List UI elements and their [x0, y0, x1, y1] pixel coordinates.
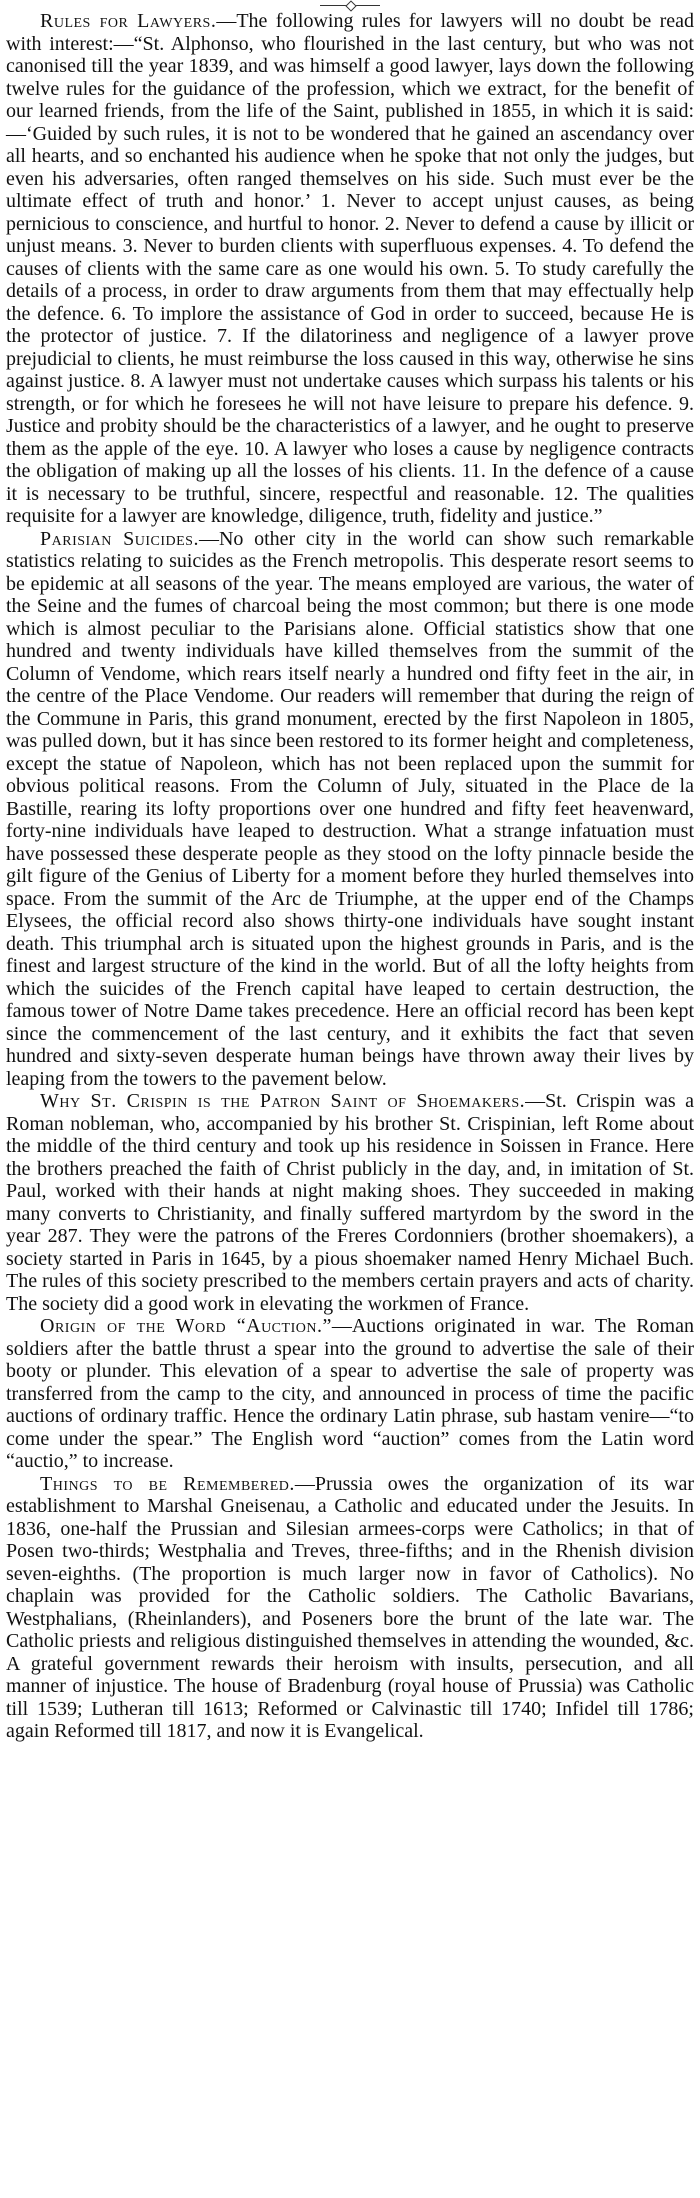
article-heading: Parisian Suicides. — [40, 527, 199, 550]
article-st-crispin — [6, 1090, 694, 1315]
article-things-to-be-remembered — [6, 1473, 694, 1743]
newspaper-column — [6, 0, 694, 2198]
article-body: —No other city in the world can show such remarkable statistics relating to suicides as the French metropolis. This desperate resort seems to be epidemic at all seasons of the year. The means employed are various, the water of the Seine and the fumes of charcoal being the most common; but there is one mode which is almost peculiar to the Parisians alone. Official statistics show that one hundred and twenty individuals have killed themselves from the summit of the Column of Vendome, which rears itself nearly a hundred ond fifty feet in the air, in the centre of the Place Vendome. Our readers will remember that during the reign of the Commune in Paris, this grand monument, erected by the first Napoleon in 1805, was pulled down, but it has since been restored to its former height and completeness, except the statue of Napoleon, which has not been replaced upon the summit for obvious political reasons. From the Column of July, situated in the Place de la Bastille, rearing its lofty proportions over one hundred and fifty feet heavenward, forty-nine individuals have leaped to destruction. What a strange infatuation must have possessed these desperate people as they stood on the lofty pinnacle beside the gilt figure of the Genius of Liberty for a moment before they hurled themselves into space. From the summit of the Arc de Triumphe, at the upper end of the Champs Elysees, the official record also shows thirty-one individuals have sought instant death. This triumphal arch is situated upon the highest grounds in Paris, and is the finest and largest structure of the kind in the world. But of all the lofty heights from which the suicides of the French capital have leaped to certain destruction, the famous tower of Notre Dame takes precedence. Here an official record has been kept since the commencement of the last century, and it exhibits the fact that seven hundred and sixty-seven desperate human beings have thrown away their lives by leaping from the towers to the pavement below. — [6, 527, 694, 1090]
article-parisian-suicides — [6, 528, 694, 1091]
article-body: —The following rules for lawyers will no doubt be read with interest:—“St. Alphonso, who flourished in the last century, but who was not canonised till the year 1839, and was himself a good lawyer, lays down the following twelve rules for the guidance of the profession, which we extract, for the benefit of our learned friends, from the life of the Saint, published in 1855, in which it is said:—‘Guided by such rules, it is not to be wondered that he gained an ascendancy over all hearts, and so enchanted his audience when he spoke that not only the judges, but even his adversaries, often ranged themselves on his side. Such must ever be the ultimate effect of truth and honor.’ 1. Never to accept unjust causes, as being pernicious to conscience, and hurtful to honor. 2. Never to defend a cause by illicit or unjust means. 3. Never to burden clients with superfluous expenses. 4. To defend the causes of clients with the same care as one would his own. 5. To study carefully the details of a process, in order to draw arguments from them that may effectually help the defence. 6. To implore the assistance of God in order to succeed, because He is the protector of justice. 7. If the dilatoriness and negligence of a lawyer prove prejudicial to clients, he must reimburse the loss caused in this way, otherwise he sins against justice. 8. A lawyer must not undertake causes which surpass his talents or his strength, or for which he foresees he will not have leisure to prepare his defence. 9. Justice and probity should be the characteristics of a lawyer, and he ought to preserve them as the apple of the eye. 10. A lawyer who loses a cause by negligence contracts the obligation of making up all the losses of his clients. 11. In the defence of a cause it is necessary to be truthful, sincere, respectful and reasonable. 12. The qualities requisite for a lawyer are knowledge, diligence, truth, fidelity and justice.” — [6, 10, 694, 527]
article-heading: Rules for Lawyers. — [40, 10, 217, 32]
article-heading: Origin of the Word “Auction.” — [40, 1315, 332, 1337]
article-rules-for-lawyers — [6, 10, 694, 528]
article-body: —St. Crispin was a Roman nobleman, who, accompanied by his brother St. Crispinian, left Rome about the middle of the third century and took up his residence in Soissen in France. Here the brothers preached the faith of Christ publicly in the day, and, in imitation of St. Paul, worked with their hands at night making shoes. They succeeded in making many converts to Christianity, and finally suffered martyrdom by the sword in the year 287. They were the patrons of the Freres Cordonniers (brother shoemakers), a society started in Paris in 1645, by a pious shoemaker named Henry Michael Buch. The rules of this society prescribed to the members certain prayers and acts of charity. The society did a good work in elevating the workmen of France. — [6, 1090, 694, 1315]
article-heading: Things to be Remembered. — [40, 1472, 295, 1495]
article-body: —Prussia owes the organization of its war establishment to Marshal Gneisenau, a Catholic and educated under the Jesuits. In 1836, one-half the Prussian and Silesian armees-corps were Catholics; in that of Posen two-thirds; Westphalia and Treves, three-fifths; and in the Rhenish division seven-eighths. (The proportion is much larger now in favor of Catholics). No chaplain was provided for the Catholic soldiers. The Catholic Bavarians, Westphalians, (Rheinlanders), and Poseners bore the brunt of the late war. The Catholic priests and religious distinguished themselves in attending the wounded, &c. A grateful government rewards their heroism with insults, persecution, and all manner of injustice. The house of Bradenburg (royal house of Prussia) was Catholic till 1539; Lutheran till 1613; Reformed or Calvinastic till 1740; Infidel till 1786; again Reformed till 1817, and now it is Evangelical. — [6, 1472, 694, 1742]
article-heading: Why St. Crispin is the Patron Saint of Shoemakers. — [40, 1090, 526, 1112]
top-ornament-rule — [315, 0, 385, 10]
article-body: —Auctions originated in war. The Roman soldiers after the battle thrust a spear into the ground to advertise the sale of their booty or plunder. This elevation of a spear to advertise the sale of property was transferred from the camp to the city, and announced in process of time the pacific auctions of ordinary traffic. Hence the ordinary Latin phrase, sub hastam venire—“to come under the spear.” The English word “auction” comes from the Latin word “auctio,” to increase. — [6, 1315, 694, 1472]
article-origin-of-auction — [6, 1315, 694, 1473]
